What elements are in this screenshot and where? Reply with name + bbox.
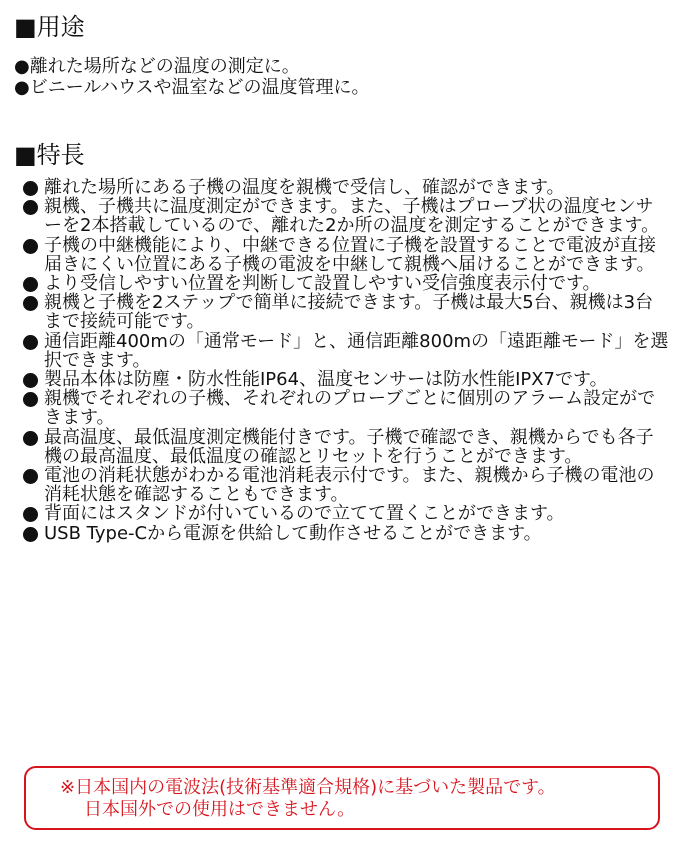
list-item [20,293,670,331]
usage-list [14,56,670,98]
list-item [20,389,670,427]
feature-item-text: より受信しやすい位置を判断して設置しやすい受信強度表示付です。 [44,273,601,295]
usage-item-text: ●離れた場所などの温度の測定に。 [14,56,300,77]
feature-item-text: 離れた場所にある子機の温度を親機で受信し、確認ができます。 [44,177,565,198]
feature-item-text: 背面にはスタンドが付いているので立てて置くことができます。 [44,503,565,525]
notice-line-1: ※日本国内の電波法(技術基準適合規格)に基づいた製品です。 [60,777,556,798]
legal-notice-box [24,766,660,830]
usage-heading: ■用途 [14,13,85,41]
list-item [20,428,670,466]
feature-item-text: 子機の中継機能により、中継できる位置に子機を設置することで電波が直接届きにくい位置にある子機の電波を中継して親機へ届けることができます。 [44,234,656,275]
feature-item-text: 親機と子機を2ステップで簡単に接続できます。子機は最大5台、親機は3台まで接続可能です。 [44,292,654,333]
list-item [20,504,670,523]
list-item [20,370,670,389]
list-item [20,178,670,197]
feature-item-text: USB Type-Cから電源を供給して動作させることができます。 [44,522,542,544]
list-item [20,274,670,293]
list-item [20,524,670,543]
usage-item-text: ●ビニールハウスや温室などの温度管理に。 [14,77,370,98]
feature-item-text: 通信距離400mの「通常モード」と、通信距離800mの「遠距離モード」を選択できます。 [44,330,669,371]
list-item [20,332,670,370]
feature-item-text: 最高温度、最低温度測定機能付きです。子機で確認でき、親機からでも各子機の最高温度、最低温度の確認とリセットを行うことができます。 [44,426,654,467]
list-item [20,236,670,274]
list-item [14,77,670,98]
feature-item-text: 親機、子機共に温度測定ができます。また、子機はプローブ状の温度センサーを2本搭載しているので、離れた2か所の温度を測定することができます。 [44,196,660,237]
list-item [14,56,670,77]
feature-item-text: 親機でそれぞれの子機、それぞれのプローブごとに個別のアラーム設定ができます。 [44,388,656,429]
feature-item-text: 電池の消耗状態がわかる電池消耗表示付です。また、親機から子機の電池の消耗状態を確認することもできます。 [44,465,655,506]
feature-item-text: 製品本体は防塵・防水性能IP64、温度センサーは防水性能IPX7です。 [44,369,608,391]
notice-line-2: 日本国外での使用はできません。 [84,799,356,820]
list-item [20,197,670,235]
features-list [20,178,670,543]
features-heading: ■特長 [14,141,85,169]
list-item [20,466,670,504]
